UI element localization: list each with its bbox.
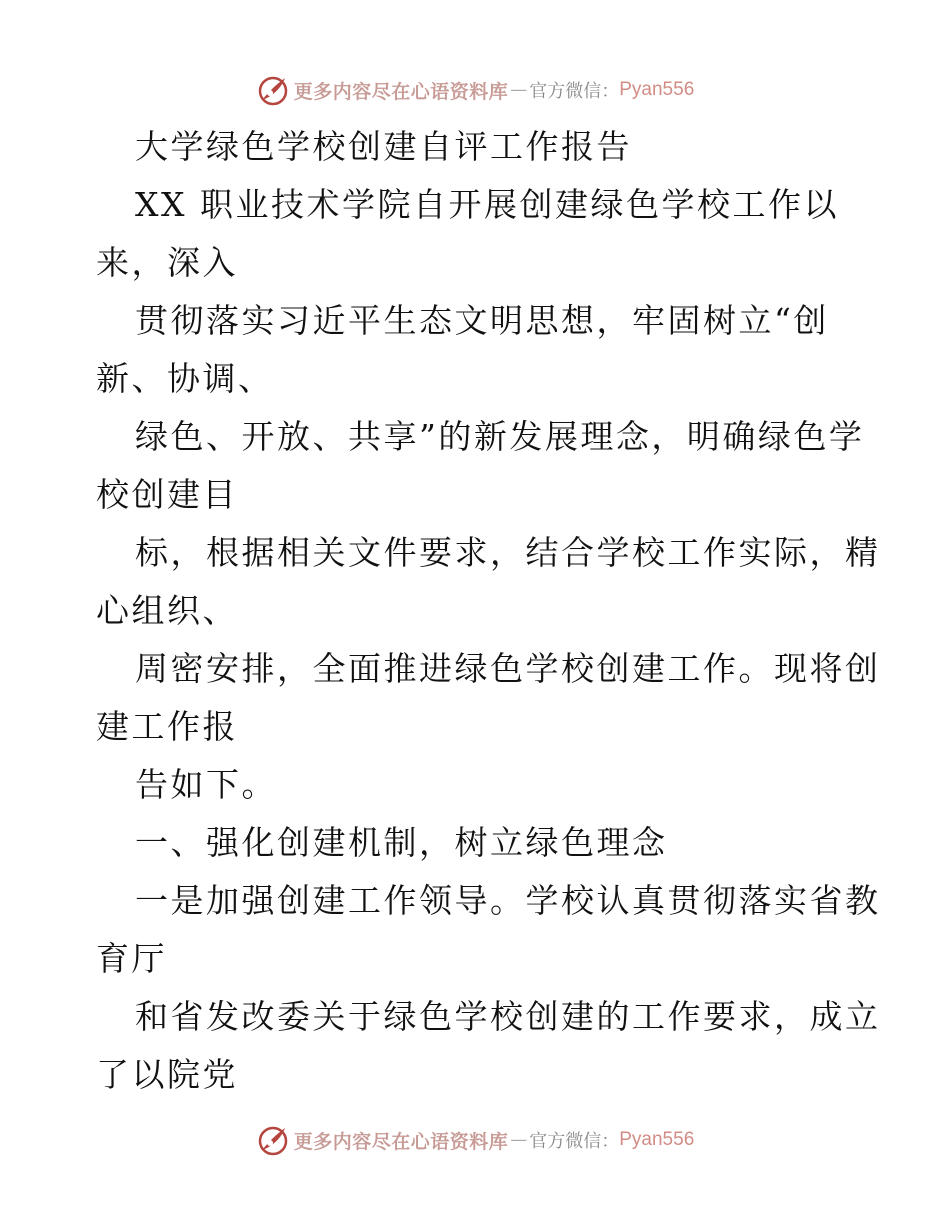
paragraph-line: 告如下。 <box>135 765 277 804</box>
document-body <box>96 118 881 1104</box>
paragraph-line: 周密安排，全面推进绿色学校创建工作。现将创 <box>135 649 881 688</box>
paragraph-line: XX 职业技术学院自开展创建绿色学校工作以 <box>135 185 839 224</box>
paragraph-line: 校创建目 <box>96 475 238 514</box>
paragraph-line: 贯彻落实习近平生态文明思想，牢固树立“创 <box>135 301 829 340</box>
paragraph-line: 绿色、开放、共享”的新发展理念，明确绿色学 <box>135 417 865 456</box>
paragraph-line: 建工作报 <box>96 707 238 746</box>
quill-pen-logo-icon <box>256 1123 290 1157</box>
paragraph-line: 了以院党 <box>96 1055 238 1094</box>
banner-wechat-label: 官方微信： <box>529 81 620 102</box>
banner-promo-text: 更多内容尽在心语资料库 <box>293 80 509 103</box>
paragraph-line: 新、协调、 <box>96 359 274 398</box>
paragraph-line: 心组织、 <box>96 591 238 630</box>
header-banner <box>0 70 950 110</box>
banner-promo-text: 更多内容尽在心语资料库 <box>293 1130 509 1153</box>
banner-wechat-label: 官方微信： <box>529 1131 620 1152</box>
paragraph-line: 和省发改委关于绿色学校创建的工作要求，成立 <box>135 997 881 1036</box>
document-title: 大学绿色学校创建自评工作报告 <box>135 127 632 166</box>
banner-wechat-id: Pyan556 <box>619 1129 695 1150</box>
paragraph-line: 来，深入 <box>96 243 238 282</box>
paragraph-line: 育厅 <box>96 939 167 978</box>
banner-separator: — <box>510 1130 528 1150</box>
banner-wechat-id: Pyan556 <box>619 79 695 100</box>
paragraph-line: 一是加强创建工作领导。学校认真贯彻落实省教 <box>135 881 881 920</box>
footer-banner <box>0 1120 950 1160</box>
paragraph-line: 标，根据相关文件要求，结合学校工作实际，精 <box>135 533 881 572</box>
section-heading: 一、强化创建机制，树立绿色理念 <box>135 823 668 862</box>
banner-separator: — <box>510 80 528 100</box>
quill-pen-logo-icon <box>256 73 290 107</box>
